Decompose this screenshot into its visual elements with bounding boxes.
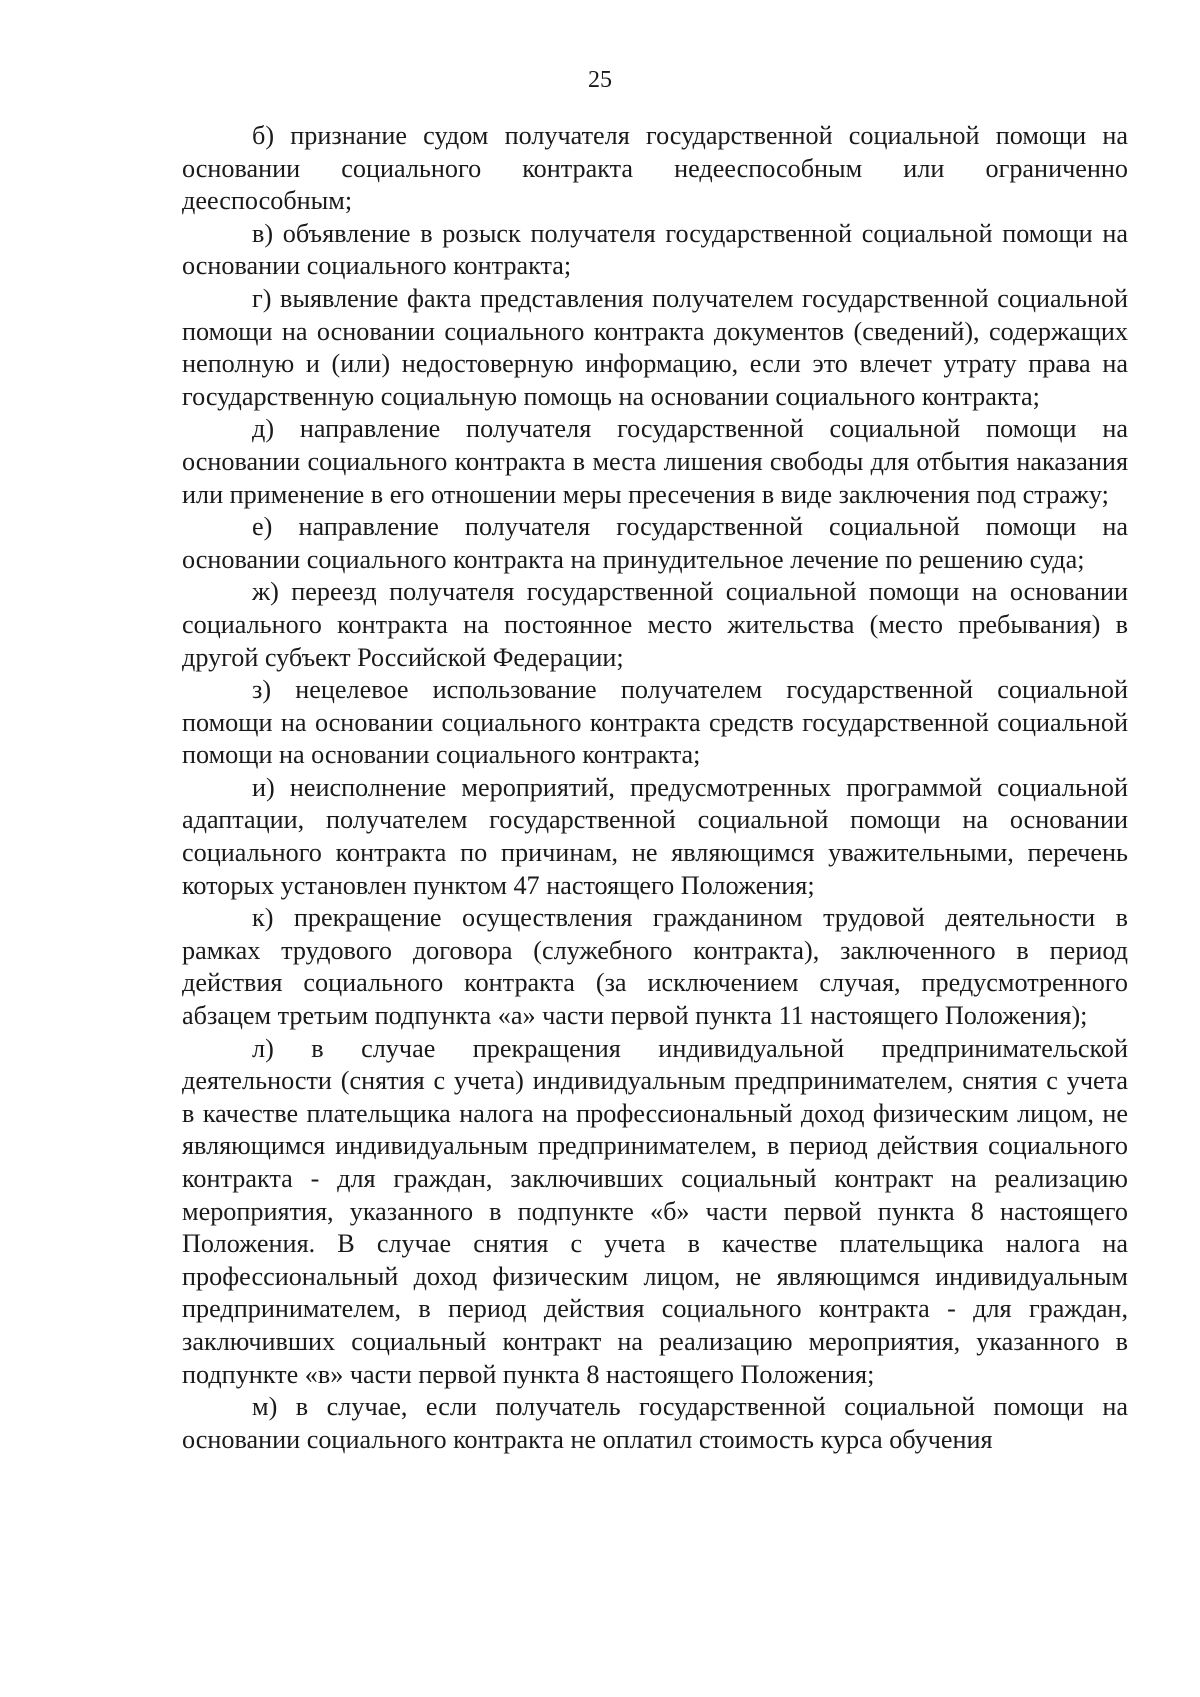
paragraph-b: б) признание судом получателя государственной социальной помощи на основании социального контракта недееспособным или ограниченно дееспособным; — [182, 121, 1128, 216]
paragraph-m: м) в случае, если получатель государственной социальной помощи на основании социального контракта не оплатил стоимость курса обучения — [182, 1392, 1128, 1454]
paragraph-v: в) объявление в розыск получателя государственной социальной помощи на основании социального контракта; — [182, 218, 1128, 281]
paragraph-g: г) выявление факта представления получателем государственной социальной помощи на основании социального контракта документов (сведений), содержащих неполную и (или) недостоверную информацию, если это влечет утрату права на государственную социальную помощь на основании социального контракта; — [182, 283, 1128, 411]
paragraph-e: е) направление получателя государственной социальной помощи на основании социального контракта на принудительное лечение по решению суда; — [182, 512, 1128, 574]
paragraph-z: з) нецелевое использование получателем государственной социальной помощи на основании социального контракта средств государственной социальной помощи на основании социального контракта; — [182, 675, 1128, 770]
paragraph-l: л) в случае прекращения индивидуальной предпринимательской деятельности (снятия с учета) индивидуальным предпринимателем, снятия с учета в качестве плательщика налога на профессиональный доход физическим лицом, не являющимся индивидуальным предпринимателем, в период действия социального контракта - для граждан, заключивших социальный контракт на реализацию мероприятия, указанного в подпункте «б» части первой пункта 8 настоящего Положения. В случае снятия с учета в качестве плательщика налога на профессиональный доход физическим лицом, не являющимся индивидуальным предпринимателем, в период действия социального контракта - для граждан, заключивших социальный контракт на реализацию мероприятия, указанного в подпункте «в» части первой пункта 8 настоящего Положения; — [182, 1033, 1128, 1389]
page-number: 25 — [588, 67, 612, 93]
paragraph-i: и) неисполнение мероприятий, предусмотренных программой социальной адаптации, получателем государственной социальной помощи на основании социального контракта по причинам, не являющимся уважительными, перечень которых установлен пунктом 47 настоящего Положения; — [182, 772, 1128, 900]
document-body — [182, 120, 1128, 1456]
paragraph-k: к) прекращение осуществления гражданином трудовой деятельности в рамках трудового договора (служебного контракта), заключенного в период действия социального контракта (за исключением случая, предусмотренного абзацем третьим подпункта «а» части первой пункта 11 настоящего Положения); — [182, 903, 1128, 1031]
paragraph-zh: ж) переезд получателя государственной социальной помощи на основании социального контракта на постоянное место жительства (место пребывания) в другой субъект Российской Федерации; — [182, 577, 1128, 672]
paragraph-d: д) направление получателя государственной социальной помощи на основании социального контракта в места лишения свободы для отбытия наказания или применение в его отношении меры пресечения в виде заключения под стражу; — [182, 414, 1128, 509]
